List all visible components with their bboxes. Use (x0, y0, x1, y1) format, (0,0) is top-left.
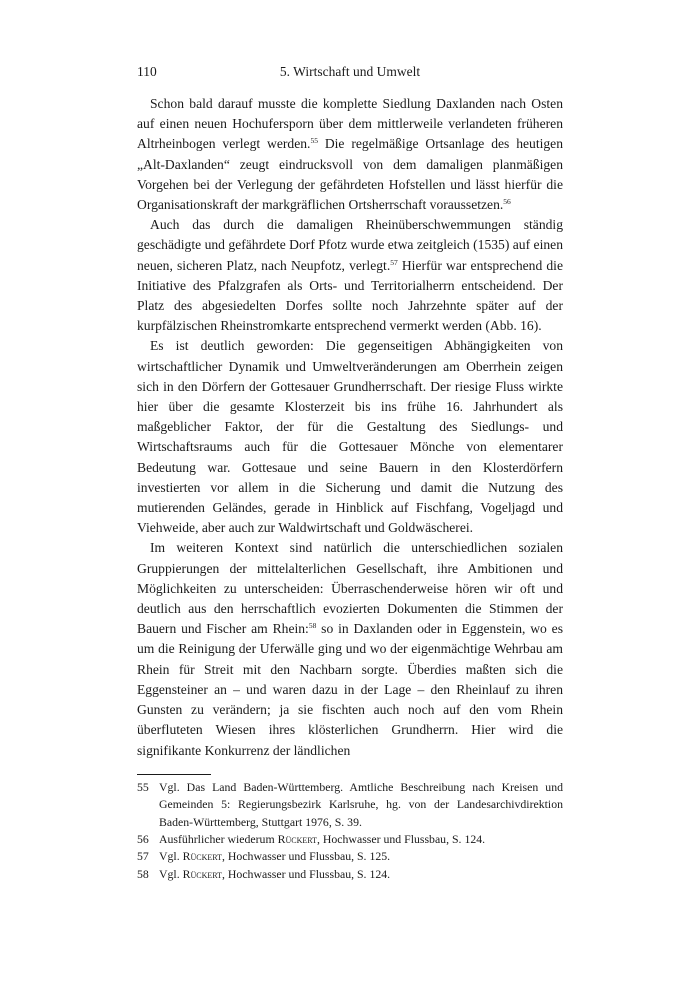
footnote-number: 56 (137, 831, 149, 846)
paragraph (137, 336, 563, 538)
footnote-56 (137, 831, 563, 848)
footnote-ref: 55 (310, 136, 318, 146)
paragraph (137, 94, 563, 215)
footnote-number: 55 (137, 779, 149, 794)
footnote-57 (137, 848, 563, 865)
footnote-divider (137, 774, 211, 775)
text-segment: Hierfür war entsprechend die Initiative des Pfalzgrafen als Orts- und Territorialherrn entscheidend. Der Platz des abgesiedelten Dorfes sollte noch Jahrzehnte später auf der kurpfälzischen Rheinstromkarte entsprechend vermerkt werden (Abb. 16). (137, 257, 563, 334)
text-segment: Es ist deutlich geworden: Die gegenseitigen Abhängigkeiten von wirtschaftlicher Dynamik und Umweltveränderungen am Oberrhein zeigen sich in den Dörfern der Gottesauer Grundherrschaft. Der riesige Fluss wirkte hier über die gesamte Klosterzeit bis ins frühe 16. Jahrhundert als maßgeblicher Faktor, der für die Gestaltung des Siedlungs- und Wirtschaftsraums auch für die Gottesauer Mönche von elementarer Bedeutung war. Gottesaue und seine Bauern in den Klosterdörfern investierten vor allem in die Sicherung und damit die Nutzung des mutierenden Geländes, gerade in Hinblick auf Fischfang, Vogeljagd und Viehweide, aber auch zur Waldwirtschaft und Goldwäscherei. (137, 338, 563, 536)
footnote-text: , Hochwasser und Flussbau, S. 124. (222, 866, 391, 881)
footnote-author: Rückert (277, 831, 317, 846)
footnote-ref: 58 (308, 621, 317, 631)
paragraph (137, 538, 563, 760)
book-page (137, 62, 563, 883)
text-segment: Auch das durch die damaligen Rheinüberschwemmungen ständig geschädigte und gefährdete Dorf Pfotz wurde etwa zeitgleich (1535) auf einen neuen, sicheren Platz, nach Neupfotz, verlegt. (137, 217, 563, 273)
text-segment: so in Daxlanden oder in Eggenstein, wo es um die Reinigung der Uferwälle ging und wo der eigenmächtige Wehrbau am Rhein für Streit mit den Nachbarn sorgte. Überdies maßten sich die Eggensteiner an – und waren dazu in der Lage – den Rheinlauf zu ihren Gunsten zu verändern; ja sie fischten auch noch auf den vom Rhein überfluteten Wiesen ihres klösterlichen Grundherrn. Hier wird die signifikante Konkurrenz der ländlichen (137, 621, 563, 758)
footnote-number: 57 (137, 849, 149, 864)
footnote-text: , Hochwasser und Flussbau, S. 124. (316, 831, 486, 846)
footnote-number: 58 (137, 866, 149, 881)
footnote-author: Rückert (182, 849, 222, 864)
footnote-text: Vgl. Das Land Baden-Württemberg. Amtliche Beschreibung nach Kreisen und Gemeinden 5: Regierungsbezirk Karlsruhe, hg. von der Landesarchivdirektion Baden-Württemberg, Stuttgart 1976, S. 39. (159, 779, 563, 829)
footnote-ref: 56 (503, 197, 511, 207)
footnote-text: Ausführlicher wiederum (159, 831, 278, 846)
chapter-title: 5. Wirtschaft und Umwelt (279, 64, 421, 79)
footnote-58 (137, 866, 563, 883)
footnote-text: Vgl. (159, 849, 183, 864)
footnote-text: Vgl. (159, 866, 183, 881)
footnote-text: , Hochwasser und Flussbau, S. 125. (222, 849, 391, 864)
footnote-author: Rückert (182, 866, 222, 881)
text-segment: Die regelmäßige Ortsanlage des heutigen „Alt-Daxlanden“ zeugt eindrucksvoll von dem damaligen planmäßigen Vorgehen bei der Verlegung der gefährdeten Hofstellen und lässt hierfür die Organisationskraft der markgräflichen Ortsherrschaft voraussetzen. (137, 136, 564, 213)
footnotes (137, 779, 563, 883)
running-head (137, 62, 563, 82)
text-segment: Schon bald darauf musste die komplette Siedlung Daxlanden nach Osten auf einen neuen Hochufersporn über dem mittlerweile verlandeten früheren Altrheinbogen verlegt werden. (137, 96, 563, 152)
body-text (137, 94, 563, 761)
footnote-55 (137, 779, 563, 831)
page-number: 110 (137, 64, 157, 79)
paragraph (137, 215, 563, 336)
footnote-ref: 57 (390, 257, 398, 267)
text-segment: Im weiteren Kontext sind natürlich die unterschiedlichen sozialen Gruppierungen der mittelalterlichen Gesellschaft, ihre Ambitionen und Möglichkeiten zu unterscheiden: Überraschenderweise hören wir oft und deutlich aus den herrschaftlich evozierten Dokumenten die Stimmen der Bauern und Fischer am Rhein: (137, 540, 563, 637)
